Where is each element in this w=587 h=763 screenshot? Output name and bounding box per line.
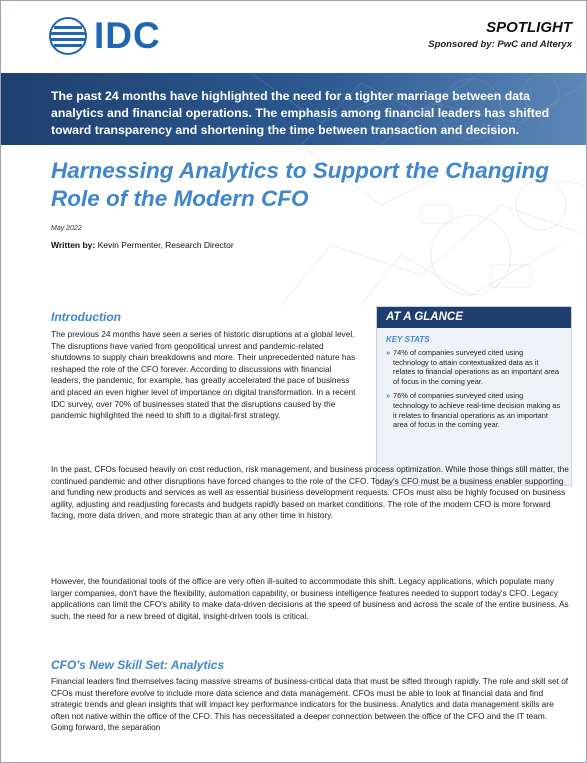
key-stat-item: » 76% of companies surveyed cited using technology to achieve real-time decision making as it relates to financial operations as an important area of focus in the coming year. xyxy=(386,391,561,429)
byline-label: Written by: xyxy=(51,240,96,250)
intro-paragraph-3: However, the foundational tools of the office are very often ill-suited to accommodate this shift. Legacy applications, which populate many larger companies, don't have the flexibility, automation capability, or business intelligence features needed to support today's CFO. Legacy applications can limit the CFO's ability to make data-driven decisions at the speed of business and across the scale of the entire business. As such, the need for a new breed of digital, insight-driven tools is critical. xyxy=(51,576,569,621)
banner-text: The past 24 months have highlighted the need for a tighter marriage between data analytics and financial operations. The emphasis among financial leaders has shifted toward transparency and shortening the time between transaction and decision. xyxy=(51,89,550,137)
spotlight-label: SPOTLIGHT xyxy=(486,19,572,36)
at-a-glance-box xyxy=(376,306,572,486)
header xyxy=(1,1,586,71)
logo-wordmark: IDC xyxy=(94,15,161,56)
publish-date: May 2022 xyxy=(51,225,82,232)
at-a-glance-heading: AT A GLANCE xyxy=(377,307,571,328)
key-stats-heading: KEY STATS xyxy=(386,335,430,344)
intro-paragraph-2 xyxy=(51,464,571,522)
document-title: Harnessing Analytics to Support the Changing Role of the Modern CFO xyxy=(51,158,549,211)
introduction-heading: Introduction xyxy=(51,310,121,324)
intro-paragraph-2-text: In the past, CFOs focused heavily on cost reduction, risk management, and business process optimization. While those things still matter, the continued pandemic and other disruptions have forced changes to the role of the CFO. Today's CFO must be a business enabler supporting and funding new products and services as well as essential business development requests. CFOs must also be highly focused on business agility, adjusting and readjusting forecasts and budgets rapidly based on market conditions. The role of the modern CFO is more forward facing, more data driven, and more strategic than at any other time in history. xyxy=(51,464,569,521)
spotlight-block xyxy=(428,19,572,50)
byline-author: Kevin Permenter, Research Director xyxy=(97,240,234,250)
sponsor-line: Sponsored by: PwC and Alteryx xyxy=(428,39,572,50)
skills-heading: CFO's New Skill Set: Analytics xyxy=(51,658,225,672)
intro-paragraph-1: The previous 24 months have seen a series of historic disruptions at a global level. The disruptions have varied from geopolitical unrest and pandemic-related shutdowns to supply chain breakdowns and more. Their unprecedented nature has reshaped the role of the CFO forever. According to discussions with financial leaders, the pandemic, for example, has greatly accelerated the pace of business and placed an even higher level of importance on digital transformation. In a recent IDC survey, over 70% of businesses stated that the disruptions caused by the pandemic highlighted the need to shift to a digital-first strategy. xyxy=(51,329,356,421)
byline xyxy=(51,240,234,250)
key-stats-list xyxy=(386,348,561,430)
globe-icon xyxy=(48,16,88,56)
idc-logo xyxy=(48,15,161,57)
intro-banner xyxy=(1,73,586,145)
key-stat-item: » 74% of companies surveyed cited using technology to attain contextualized data as it relates to financial operations as an important area of focus in the coming year. xyxy=(386,348,561,386)
skills-paragraph-1: Financial leaders find themselves facing massive streams of business-critical data that must be sifted through rapidly. The role and skill set of CFOs must therefore evolve to include more data science and data management. CFOs must be able to look at financial data and find strategic trends and glean insights that will impact key performance indicators for the business. Analytics and data management skills are often not native within the office of the CFO. This has necessitated a deeper connection between the office of the CFO and the IT team. Going forward, the separation xyxy=(51,676,569,733)
